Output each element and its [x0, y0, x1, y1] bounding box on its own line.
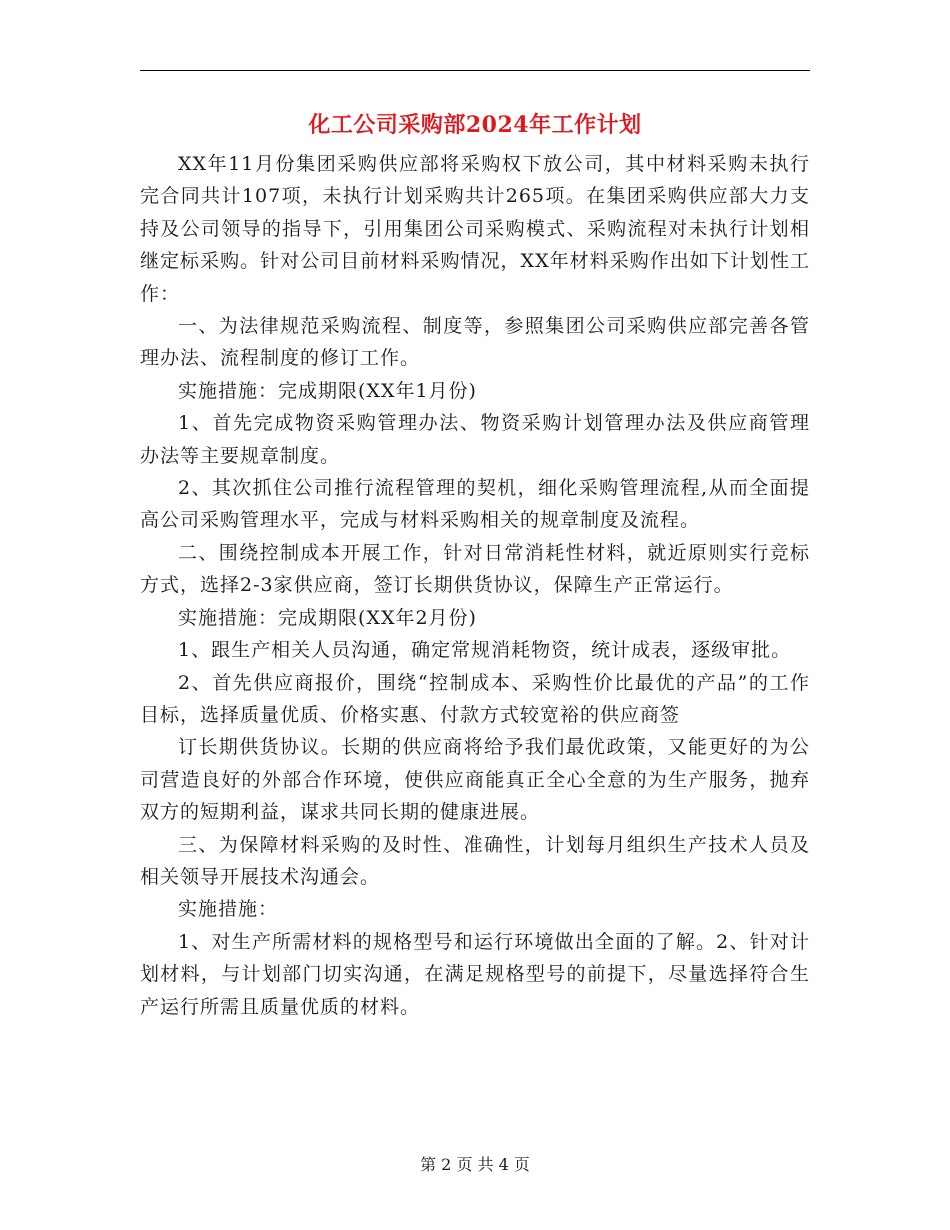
paragraph: 1、跟生产相关人员沟通，确定常规消耗物资，统计成表，逐级审批。 [178, 639, 792, 662]
paragraph: XX年11月份集团采购供应部将采购权下放公司，其中材料采购未执行完合同共计107项，未执行计划采购共计265项。在集团采购供应部大力支持及公司领导的指导下，引用集团公司采购模式、采购流程对未执行计划相继定标采购。针对公司目前材料采购情况，XX年材料采购作出如下计划性工作： [140, 153, 810, 305]
header-rule [140, 70, 810, 71]
document-body [140, 148, 810, 1023]
paragraph: 实施措施：完成期限(XX年2月份) [178, 606, 477, 629]
paragraph: 2、首先供应商报价，围绕“控制成本、采购性价比最优的产品”的工作目标，选择质量优质、价格实惠、付款方式较宽裕的供应商签 [140, 671, 810, 726]
paragraph: 1、对生产所需材料的规格型号和运行环境做出全面的了解。2、针对计划材料，与计划部门切实沟通，在满足规格型号的前提下，尽量选择符合生产运行所需且质量优质的材料。 [140, 930, 810, 1018]
paragraph: 1、首先完成物资采购管理办法、物资采购计划管理办法及供应商管理办法等主要规章制度。 [140, 412, 810, 467]
paragraph: 一、为法律规范采购流程、制度等，参照集团公司采购供应部完善各管理办法、流程制度的修订工作。 [140, 315, 810, 370]
document-title: 化工公司采购部2024年工作计划 [308, 112, 642, 138]
paragraph: 三、为保障材料采购的及时性、准确性，计划每月组织生产技术人员及相关领导开展技术沟通会。 [140, 833, 810, 888]
paragraph: 订长期供货协议。长期的供应商将给予我们最优政策，又能更好的为公司营造良好的外部合作环境，使供应商能真正全心全意的为生产服务，抛弃双方的短期利益，谋求共同长期的健康进展。 [140, 736, 810, 824]
paragraph: 二、围绕控制成本开展工作，针对日常消耗性材料，就近原则实行竞标方式，选择2-3家供应商，签订长期供货协议，保障生产正常运行。 [140, 541, 810, 597]
page-number-footer: 第 2 页 共 4 页 [420, 1155, 530, 1174]
paragraph: 实施措施： [178, 898, 279, 921]
paragraph: 实施措施：完成期限(XX年1月份) [178, 379, 477, 402]
paragraph: 2、其次抓住公司推行流程管理的契机，细化采购管理流程,从而全面提高公司采购管理水平，完成与材料采购相关的规章制度及流程。 [140, 477, 810, 532]
